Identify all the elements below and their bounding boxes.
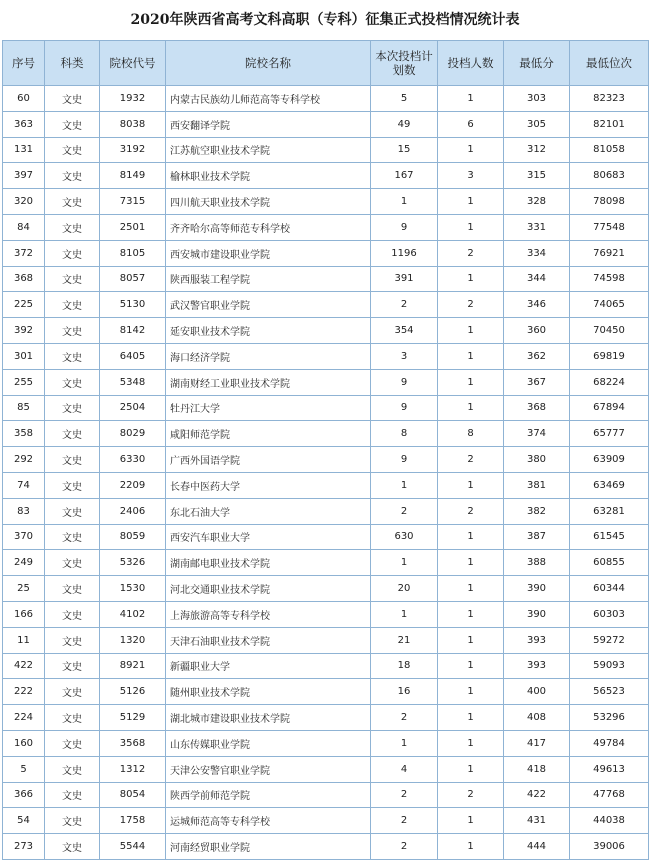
table-cell: 65777 bbox=[570, 421, 649, 447]
table-cell: 1 bbox=[438, 627, 504, 653]
table-cell: 2 bbox=[438, 782, 504, 808]
table-cell: 18 bbox=[371, 653, 438, 679]
table-cell: 1 bbox=[438, 601, 504, 627]
table-cell: 1758 bbox=[100, 808, 166, 834]
table-cell: 6 bbox=[438, 111, 504, 137]
table-cell: 368 bbox=[504, 395, 570, 421]
table-cell: 61545 bbox=[570, 524, 649, 550]
table-cell: 346 bbox=[504, 292, 570, 318]
table-cell: 文史 bbox=[45, 601, 100, 627]
table-cell: 3192 bbox=[100, 137, 166, 163]
table-cell: 2 bbox=[438, 292, 504, 318]
table-cell: 四川航天职业技术学院 bbox=[166, 189, 371, 215]
table-row bbox=[3, 318, 649, 344]
table-cell: 1 bbox=[438, 472, 504, 498]
table-row bbox=[3, 86, 649, 112]
table-row bbox=[3, 834, 649, 860]
table-row bbox=[3, 576, 649, 602]
table-cell: 2 bbox=[371, 834, 438, 860]
table-cell: 74598 bbox=[570, 266, 649, 292]
table-cell: 5130 bbox=[100, 292, 166, 318]
table-cell: 8054 bbox=[100, 782, 166, 808]
table-cell: 江苏航空职业技术学院 bbox=[166, 137, 371, 163]
table-cell: 1 bbox=[371, 472, 438, 498]
table-cell: 1 bbox=[371, 189, 438, 215]
table-cell: 331 bbox=[504, 214, 570, 240]
table-cell: 内蒙古民族幼儿师范高等专科学校 bbox=[166, 86, 371, 112]
table-row bbox=[3, 808, 649, 834]
table-cell: 60855 bbox=[570, 550, 649, 576]
table-cell: 7315 bbox=[100, 189, 166, 215]
table-cell: 81058 bbox=[570, 137, 649, 163]
table-cell: 文史 bbox=[45, 266, 100, 292]
table-cell: 390 bbox=[504, 601, 570, 627]
table-cell: 366 bbox=[3, 782, 45, 808]
table-row bbox=[3, 421, 649, 447]
table-cell: 1530 bbox=[100, 576, 166, 602]
table-cell: 1 bbox=[438, 266, 504, 292]
table-cell: 1 bbox=[438, 550, 504, 576]
table-cell: 天津石油职业技术学院 bbox=[166, 627, 371, 653]
table-cell: 文史 bbox=[45, 627, 100, 653]
table-cell: 文史 bbox=[45, 86, 100, 112]
table-cell: 8149 bbox=[100, 163, 166, 189]
table-cell: 397 bbox=[3, 163, 45, 189]
table-cell: 文史 bbox=[45, 292, 100, 318]
table-cell: 1 bbox=[438, 343, 504, 369]
table-cell: 70450 bbox=[570, 318, 649, 344]
table-cell: 1 bbox=[438, 808, 504, 834]
table-cell: 3 bbox=[371, 343, 438, 369]
table-cell: 1 bbox=[438, 705, 504, 731]
table-cell: 6405 bbox=[100, 343, 166, 369]
table-cell: 20 bbox=[371, 576, 438, 602]
table-cell: 222 bbox=[3, 679, 45, 705]
table-row bbox=[3, 111, 649, 137]
table-cell: 河南经贸职业学院 bbox=[166, 834, 371, 860]
table-cell: 8142 bbox=[100, 318, 166, 344]
table-cell: 80683 bbox=[570, 163, 649, 189]
table-cell: 2504 bbox=[100, 395, 166, 421]
table-cell: 1312 bbox=[100, 756, 166, 782]
table-cell: 文史 bbox=[45, 421, 100, 447]
table-cell: 2 bbox=[371, 782, 438, 808]
table-cell: 69819 bbox=[570, 343, 649, 369]
table-cell: 东北石油大学 bbox=[166, 498, 371, 524]
table-cell: 249 bbox=[3, 550, 45, 576]
table-cell: 文史 bbox=[45, 240, 100, 266]
col-header-admitted: 投档人数 bbox=[438, 41, 504, 86]
table-cell: 393 bbox=[504, 627, 570, 653]
table-cell: 78098 bbox=[570, 189, 649, 215]
table-cell: 5129 bbox=[100, 705, 166, 731]
col-header-school: 院校名称 bbox=[166, 41, 371, 86]
table-cell: 2 bbox=[438, 240, 504, 266]
table-cell: 湖北城市建设职业技术学院 bbox=[166, 705, 371, 731]
table-cell: 新疆职业大学 bbox=[166, 653, 371, 679]
table-row bbox=[3, 730, 649, 756]
table-cell: 358 bbox=[3, 421, 45, 447]
table-cell: 山东传媒职业学院 bbox=[166, 730, 371, 756]
table-cell: 5326 bbox=[100, 550, 166, 576]
table-cell: 文史 bbox=[45, 653, 100, 679]
table-cell: 328 bbox=[504, 189, 570, 215]
table-cell: 9 bbox=[371, 395, 438, 421]
table-cell: 文史 bbox=[45, 343, 100, 369]
table-cell: 1 bbox=[438, 395, 504, 421]
table-cell: 167 bbox=[371, 163, 438, 189]
table-cell: 文史 bbox=[45, 111, 100, 137]
table-cell: 225 bbox=[3, 292, 45, 318]
table-cell: 82101 bbox=[570, 111, 649, 137]
table-cell: 370 bbox=[3, 524, 45, 550]
table-cell: 68224 bbox=[570, 369, 649, 395]
table-cell: 文史 bbox=[45, 395, 100, 421]
table-row bbox=[3, 550, 649, 576]
table-row bbox=[3, 240, 649, 266]
table-cell: 西安汽车职业大学 bbox=[166, 524, 371, 550]
table-cell: 9 bbox=[371, 369, 438, 395]
table-cell: 273 bbox=[3, 834, 45, 860]
col-header-category: 科类 bbox=[45, 41, 100, 86]
table-cell: 39006 bbox=[570, 834, 649, 860]
table-cell: 360 bbox=[504, 318, 570, 344]
table-cell: 372 bbox=[3, 240, 45, 266]
table-cell: 362 bbox=[504, 343, 570, 369]
table-cell: 8057 bbox=[100, 266, 166, 292]
table-cell: 运城师范高等专科学校 bbox=[166, 808, 371, 834]
table-cell: 224 bbox=[3, 705, 45, 731]
table-cell: 4 bbox=[371, 756, 438, 782]
table-cell: 9 bbox=[371, 214, 438, 240]
table-cell: 文史 bbox=[45, 369, 100, 395]
table-cell: 16 bbox=[371, 679, 438, 705]
col-header-seq: 序号 bbox=[3, 41, 45, 86]
table-cell: 文史 bbox=[45, 834, 100, 860]
table-cell: 431 bbox=[504, 808, 570, 834]
table-cell: 391 bbox=[371, 266, 438, 292]
table-cell: 382 bbox=[504, 498, 570, 524]
table-row bbox=[3, 266, 649, 292]
table-cell: 74065 bbox=[570, 292, 649, 318]
table-cell: 文史 bbox=[45, 679, 100, 705]
table-cell: 49 bbox=[371, 111, 438, 137]
table-cell: 6330 bbox=[100, 447, 166, 473]
table-cell: 1 bbox=[438, 137, 504, 163]
table-cell: 文史 bbox=[45, 163, 100, 189]
table-cell: 354 bbox=[371, 318, 438, 344]
table-cell: 随州职业技术学院 bbox=[166, 679, 371, 705]
table-cell: 文史 bbox=[45, 524, 100, 550]
table-cell: 咸阳师范学院 bbox=[166, 421, 371, 447]
table-cell: 312 bbox=[504, 137, 570, 163]
table-row bbox=[3, 524, 649, 550]
table-row bbox=[3, 447, 649, 473]
table-cell: 延安职业技术学院 bbox=[166, 318, 371, 344]
table-cell: 文史 bbox=[45, 447, 100, 473]
table-cell: 西安城市建设职业学院 bbox=[166, 240, 371, 266]
table-cell: 文史 bbox=[45, 498, 100, 524]
table-cell: 63469 bbox=[570, 472, 649, 498]
table-cell: 齐齐哈尔高等师范专科学校 bbox=[166, 214, 371, 240]
table-cell: 广西外国语学院 bbox=[166, 447, 371, 473]
table-row bbox=[3, 214, 649, 240]
table-cell: 422 bbox=[504, 782, 570, 808]
table-cell: 1 bbox=[371, 730, 438, 756]
table-cell: 305 bbox=[504, 111, 570, 137]
table-cell: 2 bbox=[371, 498, 438, 524]
table-cell: 63909 bbox=[570, 447, 649, 473]
table-cell: 1932 bbox=[100, 86, 166, 112]
table-row bbox=[3, 395, 649, 421]
table-cell: 榆林职业技术学院 bbox=[166, 163, 371, 189]
table-cell: 天津公安警官职业学院 bbox=[166, 756, 371, 782]
table-cell: 393 bbox=[504, 653, 570, 679]
page-title: 2020年陕西省高考文科高职（专科）征集正式投档情况统计表 bbox=[130, 12, 520, 28]
table-container bbox=[2, 40, 648, 854]
admission-table bbox=[2, 40, 649, 860]
table-cell: 8029 bbox=[100, 421, 166, 447]
table-cell: 8105 bbox=[100, 240, 166, 266]
table-row bbox=[3, 601, 649, 627]
col-header-plan: 本次投档计划数 bbox=[371, 41, 438, 86]
table-cell: 301 bbox=[3, 343, 45, 369]
table-cell: 2 bbox=[371, 705, 438, 731]
table-cell: 武汉警官职业学院 bbox=[166, 292, 371, 318]
table-cell: 5 bbox=[371, 86, 438, 112]
table-cell: 湖南邮电职业技术学院 bbox=[166, 550, 371, 576]
table-cell: 1 bbox=[438, 318, 504, 344]
table-cell: 1 bbox=[438, 189, 504, 215]
table-cell: 5348 bbox=[100, 369, 166, 395]
table-cell: 77548 bbox=[570, 214, 649, 240]
table-row bbox=[3, 498, 649, 524]
table-row bbox=[3, 756, 649, 782]
table-cell: 3 bbox=[438, 163, 504, 189]
header-row bbox=[3, 41, 649, 86]
table-cell: 367 bbox=[504, 369, 570, 395]
table-cell: 49784 bbox=[570, 730, 649, 756]
table-cell: 131 bbox=[3, 137, 45, 163]
table-cell: 60 bbox=[3, 86, 45, 112]
table-cell: 2501 bbox=[100, 214, 166, 240]
table-cell: 文史 bbox=[45, 808, 100, 834]
table-cell: 西安翻译学院 bbox=[166, 111, 371, 137]
table-cell: 1 bbox=[438, 653, 504, 679]
table-cell: 67894 bbox=[570, 395, 649, 421]
table-cell: 392 bbox=[3, 318, 45, 344]
table-cell: 59272 bbox=[570, 627, 649, 653]
table-cell: 1 bbox=[438, 730, 504, 756]
table-cell: 160 bbox=[3, 730, 45, 756]
table-row bbox=[3, 189, 649, 215]
table-row bbox=[3, 705, 649, 731]
table-cell: 1 bbox=[371, 550, 438, 576]
table-cell: 2209 bbox=[100, 472, 166, 498]
table-cell: 363 bbox=[3, 111, 45, 137]
table-cell: 11 bbox=[3, 627, 45, 653]
table-cell: 74 bbox=[3, 472, 45, 498]
table-cell: 3568 bbox=[100, 730, 166, 756]
table-cell: 53296 bbox=[570, 705, 649, 731]
table-cell: 8 bbox=[438, 421, 504, 447]
table-cell: 25 bbox=[3, 576, 45, 602]
table-cell: 422 bbox=[3, 653, 45, 679]
table-cell: 1 bbox=[438, 214, 504, 240]
table-cell: 44038 bbox=[570, 808, 649, 834]
table-cell: 303 bbox=[504, 86, 570, 112]
table-cell: 上海旅游高等专科学校 bbox=[166, 601, 371, 627]
table-cell: 5 bbox=[3, 756, 45, 782]
table-cell: 海口经济学院 bbox=[166, 343, 371, 369]
col-header-min-score: 最低分 bbox=[504, 41, 570, 86]
table-cell: 76921 bbox=[570, 240, 649, 266]
table-cell: 388 bbox=[504, 550, 570, 576]
table-cell: 255 bbox=[3, 369, 45, 395]
table-cell: 文史 bbox=[45, 756, 100, 782]
table-cell: 1 bbox=[438, 369, 504, 395]
table-cell: 陕西学前师范学院 bbox=[166, 782, 371, 808]
table-cell: 63281 bbox=[570, 498, 649, 524]
table-row bbox=[3, 782, 649, 808]
table-row bbox=[3, 653, 649, 679]
table-cell: 368 bbox=[3, 266, 45, 292]
table-cell: 文史 bbox=[45, 472, 100, 498]
table-cell: 2 bbox=[438, 498, 504, 524]
table-cell: 82323 bbox=[570, 86, 649, 112]
table-cell: 400 bbox=[504, 679, 570, 705]
table-cell: 9 bbox=[371, 447, 438, 473]
table-row bbox=[3, 343, 649, 369]
table-row bbox=[3, 472, 649, 498]
table-cell: 1 bbox=[371, 601, 438, 627]
table-cell: 83 bbox=[3, 498, 45, 524]
table-cell: 文史 bbox=[45, 550, 100, 576]
table-cell: 2 bbox=[371, 292, 438, 318]
table-cell: 文史 bbox=[45, 782, 100, 808]
table-cell: 2 bbox=[371, 808, 438, 834]
table-row bbox=[3, 369, 649, 395]
table-cell: 1 bbox=[438, 86, 504, 112]
table-cell: 2406 bbox=[100, 498, 166, 524]
table-cell: 1 bbox=[438, 679, 504, 705]
table-cell: 陕西服装工程学院 bbox=[166, 266, 371, 292]
table-cell: 417 bbox=[504, 730, 570, 756]
table-row bbox=[3, 137, 649, 163]
table-cell: 381 bbox=[504, 472, 570, 498]
table-cell: 47768 bbox=[570, 782, 649, 808]
table-cell: 8 bbox=[371, 421, 438, 447]
table-cell: 5126 bbox=[100, 679, 166, 705]
table-cell: 1196 bbox=[371, 240, 438, 266]
table-cell: 文史 bbox=[45, 137, 100, 163]
table-cell: 文史 bbox=[45, 214, 100, 240]
table-cell: 2 bbox=[438, 447, 504, 473]
table-cell: 8038 bbox=[100, 111, 166, 137]
table-cell: 1 bbox=[438, 834, 504, 860]
table-row bbox=[3, 627, 649, 653]
table-cell: 文史 bbox=[45, 189, 100, 215]
table-cell: 56523 bbox=[570, 679, 649, 705]
table-cell: 5544 bbox=[100, 834, 166, 860]
table-cell: 59093 bbox=[570, 653, 649, 679]
table-cell: 河北交通职业技术学院 bbox=[166, 576, 371, 602]
table-cell: 84 bbox=[3, 214, 45, 240]
table-cell: 15 bbox=[371, 137, 438, 163]
table-cell: 1320 bbox=[100, 627, 166, 653]
table-cell: 344 bbox=[504, 266, 570, 292]
table-cell: 320 bbox=[3, 189, 45, 215]
table-cell: 390 bbox=[504, 576, 570, 602]
table-cell: 374 bbox=[504, 421, 570, 447]
table-cell: 8059 bbox=[100, 524, 166, 550]
table-cell: 文史 bbox=[45, 318, 100, 344]
table-cell: 85 bbox=[3, 395, 45, 421]
table-cell: 630 bbox=[371, 524, 438, 550]
table-cell: 1 bbox=[438, 756, 504, 782]
table-cell: 54 bbox=[3, 808, 45, 834]
table-cell: 49613 bbox=[570, 756, 649, 782]
table-cell: 湖南财经工业职业技术学院 bbox=[166, 369, 371, 395]
table-cell: 408 bbox=[504, 705, 570, 731]
table-cell: 444 bbox=[504, 834, 570, 860]
table-cell: 387 bbox=[504, 524, 570, 550]
col-header-min-rank: 最低位次 bbox=[570, 41, 649, 86]
table-cell: 1 bbox=[438, 524, 504, 550]
table-cell: 21 bbox=[371, 627, 438, 653]
table-cell: 文史 bbox=[45, 705, 100, 731]
col-header-code: 院校代号 bbox=[100, 41, 166, 86]
table-cell: 334 bbox=[504, 240, 570, 266]
table-row bbox=[3, 679, 649, 705]
table-cell: 60303 bbox=[570, 601, 649, 627]
table-cell: 315 bbox=[504, 163, 570, 189]
table-body bbox=[3, 86, 649, 860]
table-cell: 8921 bbox=[100, 653, 166, 679]
table-cell: 418 bbox=[504, 756, 570, 782]
table-cell: 文史 bbox=[45, 576, 100, 602]
table-cell: 牡丹江大学 bbox=[166, 395, 371, 421]
table-cell: 380 bbox=[504, 447, 570, 473]
table-row bbox=[3, 163, 649, 189]
table-row bbox=[3, 292, 649, 318]
table-cell: 1 bbox=[438, 576, 504, 602]
table-cell: 长春中医药大学 bbox=[166, 472, 371, 498]
table-header bbox=[3, 41, 649, 86]
table-cell: 文史 bbox=[45, 730, 100, 756]
table-cell: 60344 bbox=[570, 576, 649, 602]
table-cell: 292 bbox=[3, 447, 45, 473]
table-cell: 4102 bbox=[100, 601, 166, 627]
table-cell: 166 bbox=[3, 601, 45, 627]
